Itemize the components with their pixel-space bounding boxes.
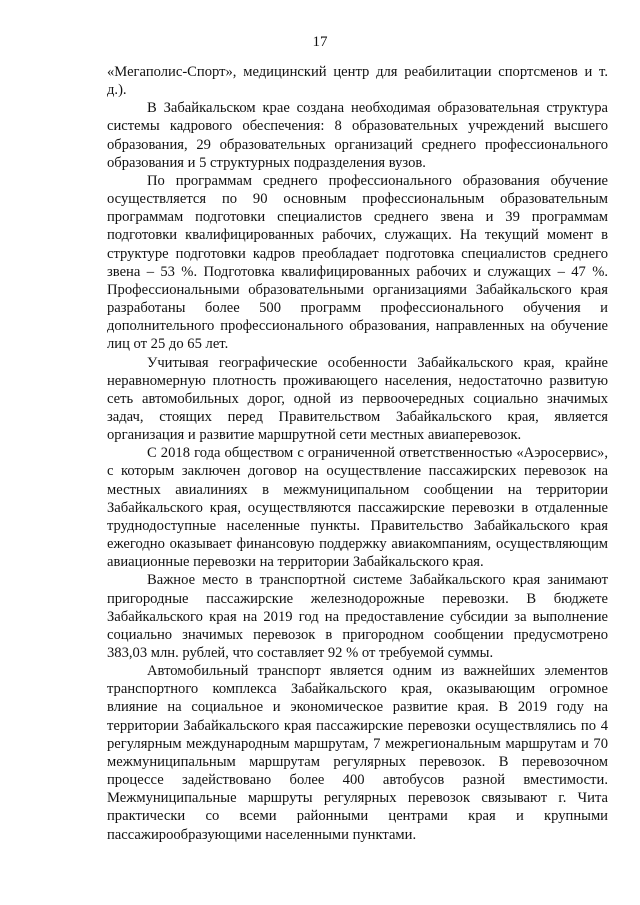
paragraph-railway: Важное место в транспортной системе Забайкальского края занимают пригородные пассажирские железнодорожные перевозки. В бюджете Забайкальского края на 2019 год на предоставление субсидии за выполнение социально значимых перевозок в пригородном сообщении предусмотрено 383,03 млн. рублей, что составляет 92 % от требуемой суммы. xyxy=(107,572,608,661)
document-body xyxy=(107,63,608,844)
paragraph-air-routes: Учитывая географические особенности Забайкальского края, крайне неравномерную плотность проживающего населения, недостаточно развитую сеть автомобильных дорог, одной из первоочередных социально значимых задач, стоящих перед Правительством Забайкальского края, является организация и развитие маршрутной сети местных авиаперевозок. xyxy=(107,354,608,444)
paragraph-continuation: «Мегаполис-Спорт», медицинский центр для реабилитации спортсменов и т. д.). xyxy=(107,64,608,99)
page-number: 17 xyxy=(312,34,328,50)
paragraph-vocational-programs: По программам среднего профессионального образования обучение осуществляется по 90 основным профессиональным образовательным программам подготовки специалистов среднего звена и 39 программам подготовки квалифицированных рабочих, служащих. На текущий момент в структуре подготовки кадров преобладает подготовка специалистов среднего звена – 53 %. Подготовка квалифицированных рабочих и служащих – 47 %. Профессиональными образовательными организациями Забайкальского края разработаны более 500 программ профессионального обучения и дополнительного профессионального образования, направленных на обучение лиц от 25 до 65 лет. xyxy=(107,172,608,353)
paragraph-aeroservice: С 2018 года обществом с ограниченной ответственностью «Аэросервис», с которым заключен договор на осуществление пассажирских перевозок на местных авиалиниях в межмуниципальном сообщении на территории Забайкальского края, осуществляются пассажирские перевозки в отдаленные труднодоступные населенные пункты. Правительство Забайкальского края ежегодно оказывает финансовую поддержку авиакомпаниям, осуществляющим авиационные перевозки на территории Забайкальского края. xyxy=(107,445,608,571)
paragraph-education-structure: В Забайкальском крае создана необходимая образовательная структура системы кадрового обеспечения: 8 образовательных учреждений высшего образования, 29 образовательных организаций среднего профессионального образования и 5 структурных подразделения вузов. xyxy=(107,100,608,171)
paragraph-road-transport: Автомобильный транспорт является одним из важнейших элементов транспортного комплекса Забайкальского края, оказывающим огромное влияние на социальное и экономическое развитие края. В 2019 году на территории Забайкальского края пассажирские перевозки осуществлялись по 4 регулярным международным маршрутам, 7 межрегиональным маршрутам и 70 межмуниципальным маршрутам регулярных перевозок. В перевозочном процессе задействовано более 400 автобусов разной вместимости. Межмуниципальные маршруты регулярных перевозок связывают г. Чита практически со всеми районными центрами края и крупными пассажирообразующими населенными пунктами. xyxy=(107,663,608,843)
